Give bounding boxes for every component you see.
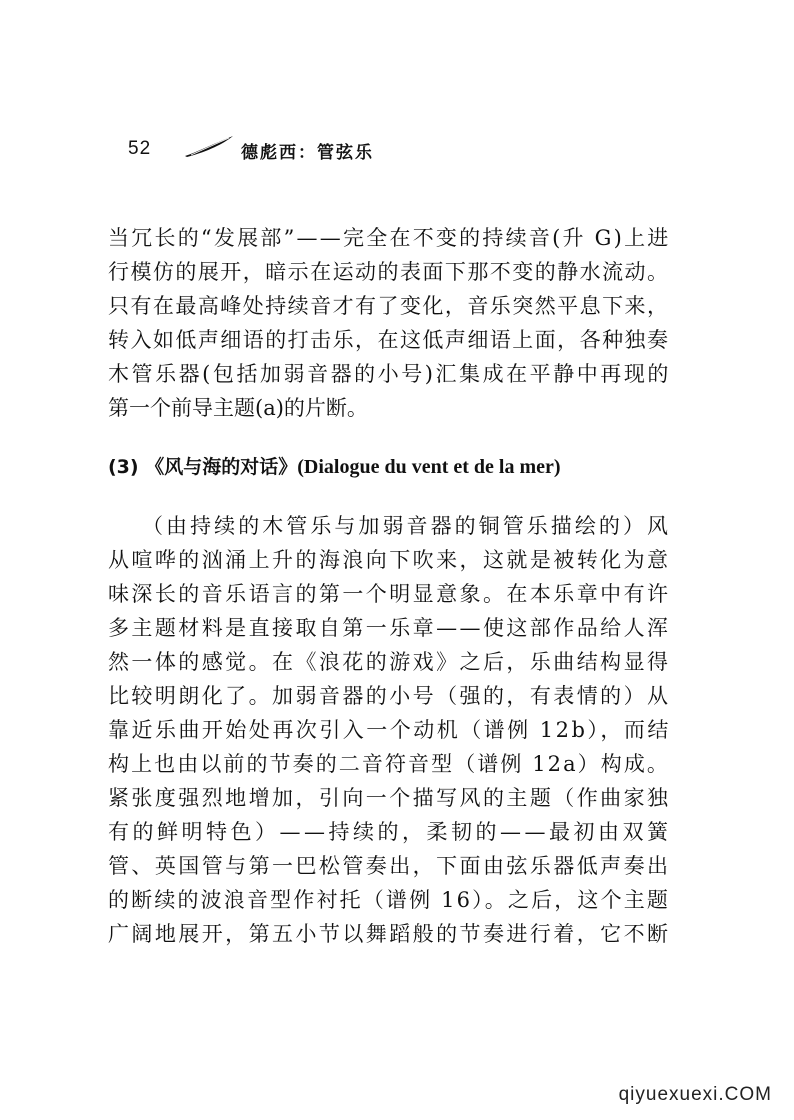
text-line: 有的鲜明特色）——持续的，柔韧的——最初由双簧 — [108, 820, 672, 844]
text-line: 构上也由以前的节奏的二音符音型（谱例 12a）构成。 — [108, 752, 670, 776]
quill-icon — [183, 134, 235, 158]
text-line: 紧张度强烈地增加，引向一个描写风的主题（作曲家独 — [108, 786, 671, 810]
text-line: （由持续的木管乐与加弱音器的铜管乐描绘的）风 — [142, 514, 672, 538]
section-heading — [108, 453, 668, 481]
section-title-fr: (Dialogue du vent et de la mer) — [297, 456, 561, 478]
text-line: 当冗长的“发展部”——完全在不变的持续音(升 G)上进 — [108, 226, 671, 250]
text-line: 第一个前导主题(a)的片断。 — [108, 396, 368, 420]
text-line: 只有在最高峰处持续音才有了变化，音乐突然平息下来， — [108, 294, 670, 318]
section-title-cn: 《风与海的对话》 — [145, 456, 298, 478]
text-line: 多主题材料是直接取自第一乐章——使这部作品给人浑 — [108, 616, 671, 640]
text-line: 管、英国管与第一巴松管奏出，下面由弦乐器低声奏出 — [108, 854, 671, 878]
text-line: 转入如低声细语的打击乐，在这低声细语上面，各种独奏 — [108, 328, 670, 352]
text-line: 行模仿的展开，暗示在运动的表面下那不变的静水流动。 — [108, 260, 670, 284]
section-number: (3) — [108, 456, 139, 478]
text-line: 味深长的音乐语言的第一个明显意象。在本乐章中有许 — [108, 582, 671, 606]
page-header — [128, 134, 448, 166]
page-number: 52 — [128, 138, 152, 159]
text-line: 比较明朗化了。加弱音器的小号（强的，有表情的）从 — [108, 684, 671, 708]
watermark: qiyuexuexi.COM — [618, 1084, 772, 1105]
running-title: 德彪西：管弦乐 — [241, 143, 374, 163]
text-line: 的断续的波浪音型作衬托（谱例 16）。之后，这个主题 — [108, 888, 671, 912]
text-line: 木管乐器(包括加弱音器的小号)汇集成在平静中再现的 — [108, 362, 671, 386]
text-line: 从喧哗的汹涌上升的海浪向下吹来，这就是被转化为意 — [108, 548, 671, 572]
text-line: 靠近乐曲开始处再次引入一个动机（谱例 12b），而结 — [108, 718, 671, 742]
text-line: 然一体的感觉。在《浪花的游戏》之后，乐曲结构显得 — [108, 650, 671, 674]
text-line: 广阔地展开，第五小节以舞蹈般的节奏进行着，它不断 — [108, 922, 671, 946]
